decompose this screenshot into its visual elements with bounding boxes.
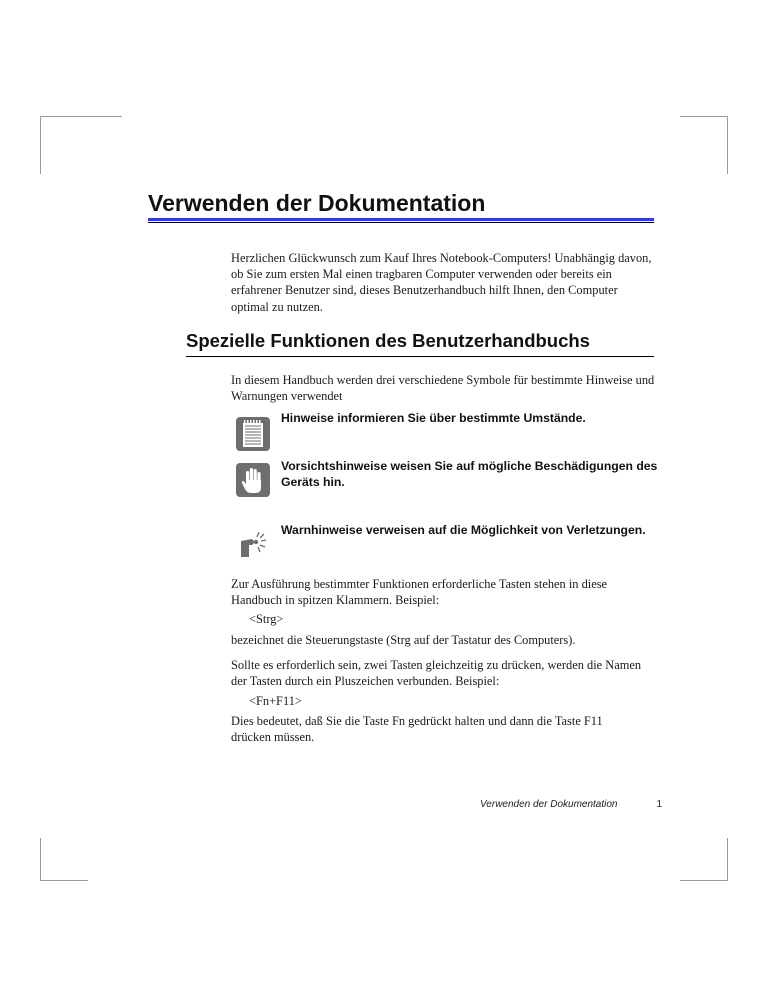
hand-icon (236, 463, 270, 497)
combo-explanation: Dies bedeutet, daß Sie die Taste Fn gedrückt halten und dann die Taste F11 drücken müssen. (231, 714, 603, 745)
combo-paragraph: Sollte es erforderlich sein, zwei Tasten gleichzeitig zu drücken, werden die Namen der Tasten durch ein Pluszeichen verbunden. Beispiel: (231, 658, 642, 689)
keys-paragraph: Zur Ausführung bestimmter Funktionen erforderliche Tasten stehen in diese Handbuch in spitzen Klammern. Beispiel: (231, 577, 608, 608)
page-title: Verwenden der Dokumentation (148, 190, 486, 216)
crop-mark-top-left (40, 116, 41, 174)
notepad-icon (236, 417, 270, 451)
title-rule-blue (148, 218, 654, 221)
caution-notice-text: Vorsichtshinweise weisen Sie auf mögliche Beschädigungen des Geräts hin. (281, 459, 658, 489)
crop-mark-bottom-right (727, 838, 728, 881)
intro-paragraph: Herzlichen Glückwunsch zum Kauf Ihres Notebook-Computers! Unabhängig davon, ob Sie zum ersten Mal einen tragbaren Computer verwenden oder bereits ein erfahrener Benutzer sind, dieses Benutzerhandbuch hilft Ihnen, den Computer optimal zu nutzen. (231, 251, 652, 314)
crop-mark-top-left (40, 116, 122, 117)
crop-mark-bottom-left (40, 880, 88, 881)
page-number: 1 (656, 799, 662, 810)
page-footer (480, 799, 660, 810)
note-notice-text: Hinweise informieren Sie über bestimmte Umstände. (281, 411, 586, 425)
key-example: <Strg> (249, 612, 284, 626)
section-heading: Spezielle Funktionen des Benutzerhandbuchs (186, 330, 590, 351)
electric-shock-icon (236, 527, 270, 561)
key-explanation: bezeichnet die Steuerungstaste (Strg auf der Tastatur des Computers). (231, 633, 576, 647)
warning-notice-text: Warnhinweise verweisen auf die Möglichkeit von Verletzungen. (281, 523, 646, 537)
title-rule-black (148, 222, 654, 223)
crop-mark-bottom-right (680, 880, 728, 881)
crop-mark-top-right (680, 116, 728, 117)
section-rule (186, 356, 654, 357)
crop-mark-bottom-left (40, 838, 41, 881)
combo-example: <Fn+F11> (249, 694, 302, 708)
crop-mark-top-right (727, 116, 728, 174)
section-intro: In diesem Handbuch werden drei verschiedene Symbole für bestimmte Hinweise und Warnungen verwendet (231, 373, 655, 404)
footer-chapter-title: Verwenden der Dokumentation (480, 799, 618, 810)
